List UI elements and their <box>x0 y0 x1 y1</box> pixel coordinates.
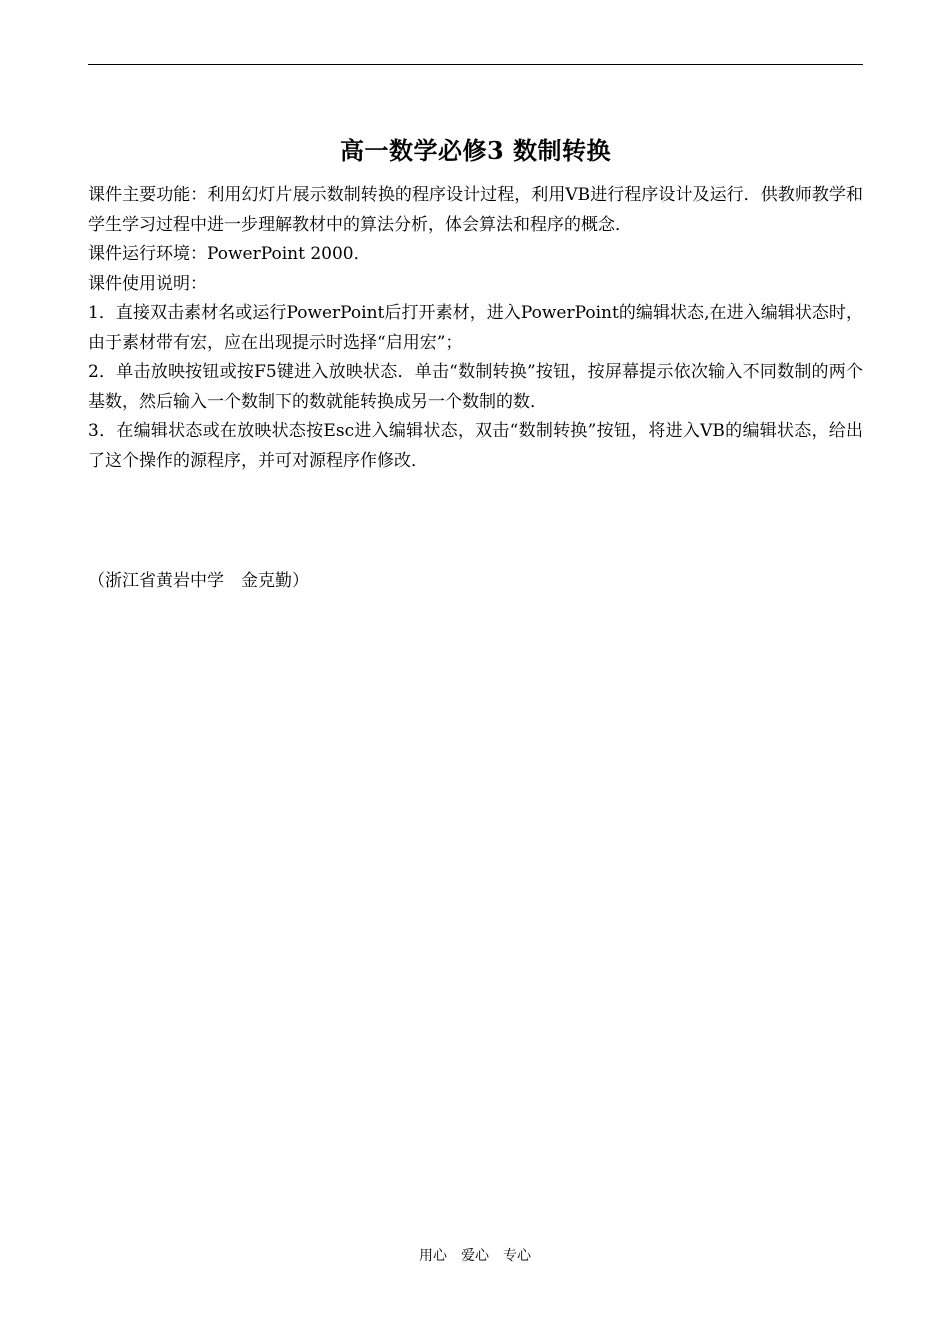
page-footer: 用心 爱心 专心 <box>419 1248 531 1264</box>
paragraph-step-1: 1．直接双击素材名或运行PowerPoint后打开素材，进入PowerPoint的编辑状态,在进入编辑状态时，由于素材带有宏，应在出现提示时选择“启用宏”； <box>88 303 863 353</box>
header-rule <box>88 64 863 65</box>
paragraph-usage-heading: 课件使用说明： <box>88 273 207 294</box>
paragraph-environment: 课件运行环境：PowerPoint 2000． <box>88 244 371 264</box>
paragraph-main-function: 课件主要功能：利用幻灯片展示数制转换的程序设计过程，利用VB进行程序设计及运行．供教师教学和学生学习过程中进一步理解教材中的算法分析，体会算法和程序的概念． <box>88 185 863 235</box>
paragraph-step-3: 3．在编辑状态或在放映状态按Esc进入编辑状态，双击“数制转换”按钮，将进入VB的编辑状态，给出了这个操作的源程序，并可对源程序作修改． <box>88 421 863 471</box>
document-body <box>88 181 863 476</box>
paragraph-step-2: 2．单击放映按钮或按F5键进入放映状态．单击“数制转换”按钮，按屏幕提示依次输入不同数制的两个基数，然后输入一个数制下的数就能转换成另一个数制的数． <box>88 362 863 412</box>
document-title: 高一数学必修3 数制转换 <box>339 136 612 165</box>
author-credit: （浙江省黄岩中学 金克勤） <box>88 571 309 591</box>
